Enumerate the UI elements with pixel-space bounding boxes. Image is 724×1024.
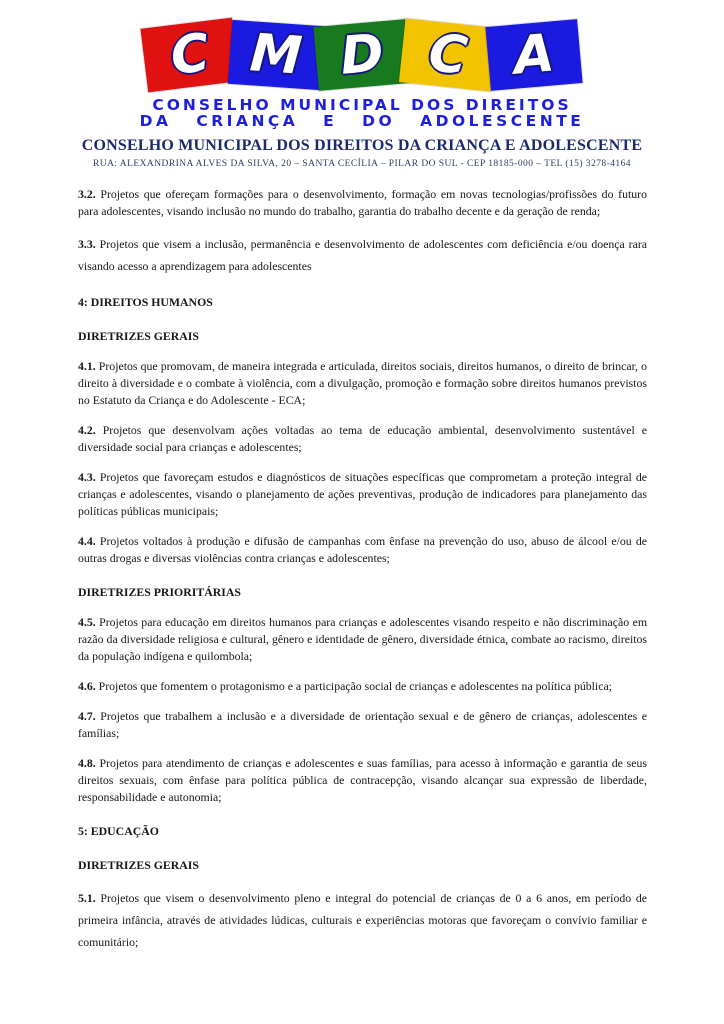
logo-caption xyxy=(0,97,724,129)
paragraph-number: 3.3. xyxy=(78,237,96,251)
section-heading: 4: DIREITOS HUMANOS xyxy=(78,295,213,309)
paragraph-text: Projetos que ofereçam formações para o desenvolvimento, formação em novas tecnologias/profissões do futuro para adolescentes, visando inclusão no mundo do trabalho, garantia do trabalho decente e da geração de renda; xyxy=(78,187,647,218)
logo-letter: D xyxy=(337,23,387,87)
paragraph-number: 5.1. xyxy=(78,891,96,905)
paragraph-number: 4.4. xyxy=(78,534,96,548)
paragraph-text: Projetos que visem a inclusão, permanência e desenvolvimento de adolescentes com deficiência e/ou doença rara visando acesso a aprendizagem para adolescentes xyxy=(78,237,647,273)
logo-caption-line2: DA CRIANÇA E DO ADOLESCENTE xyxy=(139,112,585,130)
paragraph-text: Projetos que visem o desenvolvimento pleno e integral do potencial de crianças de 0 a 6 anos, em período de primeira infância, através de atividades lúdicas, culturais e experiências motoras que favoreçam o convívio familiar e comunitário; xyxy=(78,891,647,949)
organization-address: RUA: ALEXANDRINA ALVES DA SILVA, 20 – SANTA CECÍLIA – PILAR DO SUL - CEP 18185-000 – TEL (15) 3278-4164 xyxy=(92,159,632,169)
paragraph-4-1 xyxy=(78,358,647,409)
paragraph-number: 4.5. xyxy=(78,615,96,629)
paragraph-text: Projetos que favoreçam estudos e diagnósticos de situações específicas que comprometam a proteção integral de crianças e adolescentes, visando o planejamento de ações preventivas, produção de indicadores para planejamento das políticas públicas municipais; xyxy=(78,470,647,518)
paragraph-number: 4.3. xyxy=(78,470,96,484)
paragraph-number: 4.2. xyxy=(78,423,96,437)
paragraph-number: 4.7. xyxy=(78,709,96,723)
logo-tile-1 xyxy=(228,20,324,90)
paragraph-4-8 xyxy=(78,755,647,806)
paragraph-4-5 xyxy=(78,614,647,665)
paragraph-text: Projetos que trabalhem a inclusão e a diversidade de orientação sexual e de gênero de crianças, adolescentes e famílias; xyxy=(78,709,647,740)
paragraph-5-1 xyxy=(78,887,647,953)
paragraph-number: 4.8. xyxy=(78,756,96,770)
section-heading: DIRETRIZES GERAIS xyxy=(78,329,199,343)
logo-letter: C xyxy=(167,22,213,88)
paragraph-number: 3.2. xyxy=(78,187,96,201)
paragraph-4-4 xyxy=(78,533,647,567)
paragraph-text: Projetos que desenvolvam ações voltadas ao tema de educação ambiental, desenvolvimento sustentável e diversidade social para crianças e adolescentes; xyxy=(78,423,647,454)
cmdca-logo xyxy=(0,20,724,90)
paragraph-text: Projetos que fomentem o protagonismo e a participação social de crianças e adolescentes na política pública; xyxy=(95,679,612,693)
paragraph-4-3 xyxy=(78,469,647,520)
paragraph-4-6 xyxy=(78,678,647,695)
paragraph-text: Projetos que promovam, de maneira integrada e articulada, direitos sociais, direitos humanos, o direito de brincar, o direito à diversidade e o combate à violência, com a divulgação, promoção e formação sobre direitos humanos previstos no Estatuto da Criança e do Adolescente - ECA; xyxy=(78,359,647,407)
logo-tile-3 xyxy=(399,18,497,91)
paragraph-4-7 xyxy=(78,708,647,742)
paragraph-3-3 xyxy=(78,233,647,277)
paragraph-text: Projetos voltados à produção e difusão de campanhas com ênfase na prevenção do uso, abuso de álcool e/ou de outras drogas e diversas violências contra crianças e adolescentes; xyxy=(78,534,647,565)
paragraph-number: 4.6. xyxy=(78,679,96,693)
logo-tile-4 xyxy=(485,19,582,91)
paragraph-text: Projetos para atendimento de crianças e adolescentes e suas famílias, para acesso à informação e garantia de seus direitos sexuais, com ênfase para política pública de contracepção, visando alcançar sua expressão de liberdade, responsabilidade e autonomia; xyxy=(78,756,647,804)
logo-letter: A xyxy=(511,23,557,87)
section-heading: DIRETRIZES PRIORITÁRIAS xyxy=(78,585,241,599)
section-heading: DIRETRIZES GERAIS xyxy=(78,858,199,872)
letterhead xyxy=(0,0,724,169)
paragraph-4-2 xyxy=(78,422,647,456)
document-body xyxy=(78,186,647,953)
logo-letter: M xyxy=(248,23,304,87)
paragraph-text: Projetos para educação em direitos humanos para crianças e adolescentes visando respeito e não discriminação em razão da diversidade religiosa e cultural, gênero e identidade de gênero, diversidade étnica, combate ao racismo, direitos da população indígena e quilombola; xyxy=(78,615,647,663)
paragraph-number: 4.1. xyxy=(78,359,96,373)
logo-caption-line1: CONSELHO MUNICIPAL DOS DIREITOS xyxy=(152,96,572,114)
logo-letter: C xyxy=(425,23,471,87)
logo-tile-0 xyxy=(140,18,239,93)
logo-tile-2 xyxy=(313,19,410,91)
section-heading: 5: EDUCAÇÃO xyxy=(78,824,159,838)
organization-title: CONSELHO MUNICIPAL DOS DIREITOS DA CRIANÇA E ADOLESCENTE xyxy=(81,137,643,154)
paragraph-3-2 xyxy=(78,186,647,220)
